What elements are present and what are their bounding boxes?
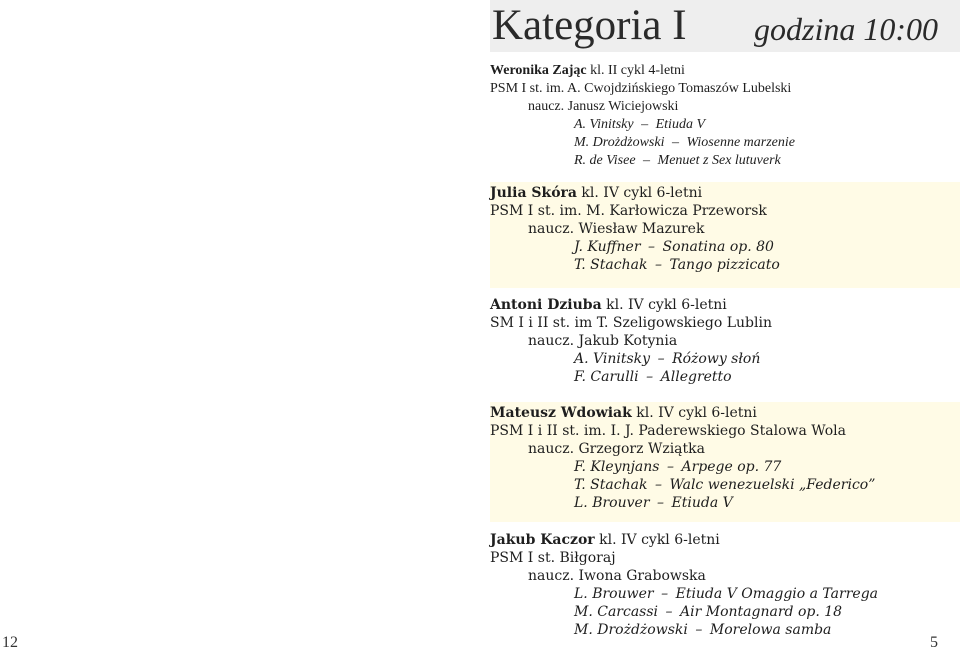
piece-dash: –: [666, 459, 674, 475]
piece-composer: M. Carcassi: [574, 604, 659, 620]
participant-name: Antoni Dziuba: [490, 297, 602, 313]
piece-title: Sonatina op. 80: [662, 239, 774, 255]
piece-dash: –: [657, 351, 665, 367]
participant-entry: [490, 296, 960, 386]
repertoire-item: [490, 368, 960, 386]
participant-class: kl. IV cykl 6-letni: [631, 405, 757, 421]
piece-composer: T. Stachak: [574, 477, 648, 493]
repertoire-item: [490, 585, 960, 603]
participant-entry: [490, 62, 960, 170]
repertoire-item: [490, 603, 960, 621]
participant-school: SM I i II st. im T. Szeligowskiego Lublin: [490, 315, 772, 331]
piece-composer: T. Stachak: [574, 257, 648, 273]
repertoire-item: [490, 116, 960, 134]
piece-composer: F. Kleynjans: [574, 459, 660, 475]
repertoire-item: [490, 350, 960, 368]
piece-composer: A. Vinitsky: [574, 117, 634, 132]
piece-title: Różowy słoń: [672, 351, 761, 367]
piece-composer: A. Vinitsky: [574, 351, 651, 367]
participant-class: kl. II cykl 4-letni: [586, 63, 685, 78]
participant-name: Jakub Kaczor: [490, 532, 595, 548]
piece-dash: –: [648, 239, 656, 255]
piece-composer: L. Brouver: [574, 495, 650, 511]
piece-dash: –: [657, 495, 665, 511]
piece-composer: J. Kuffner: [574, 239, 641, 255]
participant-name: Julia Skóra: [490, 185, 577, 201]
repertoire-item: [490, 238, 960, 256]
participant-class: kl. IV cykl 6-letni: [601, 297, 727, 313]
category-time: godzina 10:00: [754, 11, 938, 47]
piece-dash: –: [695, 622, 703, 638]
participant-entry: [490, 402, 960, 522]
participant-school: PSM I st. im. A. Cwojdzińskiego Tomaszów Lubelski: [490, 81, 792, 96]
participant-class: kl. IV cykl 6-letni: [594, 532, 720, 548]
piece-title: Walc wenezuelski „Federico”: [669, 477, 876, 493]
piece-title: Etiuda V: [655, 117, 705, 132]
piece-title: Etiuda V Omaggio a Tarrega: [675, 586, 879, 602]
repertoire-item: [490, 476, 960, 494]
participant-teacher: naucz. Jakub Kotynia: [528, 333, 678, 349]
piece-title: Allegretto: [660, 369, 732, 385]
participant-teacher: naucz. Iwona Grabowska: [528, 568, 706, 584]
piece-dash: –: [641, 117, 649, 132]
piece-title: Wiosenne marzenie: [686, 135, 795, 150]
participant-name: Weronika Zając: [490, 63, 587, 78]
piece-composer: M. Drożdżowski: [574, 622, 688, 638]
repertoire-item: [490, 134, 960, 152]
piece-title: Arpege op. 77: [681, 459, 782, 475]
piece-dash: –: [654, 257, 662, 273]
repertoire-item: [490, 458, 960, 476]
piece-title: Etiuda V: [671, 495, 733, 511]
repertoire-item: [490, 621, 960, 639]
piece-title: Air Montagnard op. 18: [680, 604, 843, 620]
piece-composer: R. de Visee: [574, 153, 636, 168]
piece-composer: F. Carulli: [574, 369, 639, 385]
piece-title: Tango pizzicato: [669, 257, 780, 273]
repertoire-item: [490, 152, 960, 170]
piece-dash: –: [672, 135, 679, 150]
piece-dash: –: [665, 604, 673, 620]
participant-class: kl. IV cykl 6-letni: [576, 185, 703, 201]
participant-school: PSM I i II st. im. I. J. Paderewskiego Stalowa Wola: [490, 423, 846, 439]
participant-school: PSM I st. Biłgoraj: [490, 550, 616, 566]
piece-dash: –: [654, 477, 662, 493]
page-number-left: 12: [2, 634, 18, 651]
piece-dash: –: [646, 369, 654, 385]
repertoire-item: [490, 494, 960, 512]
participant-entry: [490, 531, 960, 639]
piece-dash: –: [661, 586, 669, 602]
piece-composer: L. Brouwer: [574, 586, 654, 602]
participant-school: PSM I st. im. M. Karłowicza Przeworsk: [490, 203, 767, 219]
repertoire-item: [490, 256, 960, 274]
piece-title: Morelowa samba: [709, 622, 832, 638]
participant-teacher: naucz. Janusz Wiciejowski: [528, 99, 679, 114]
participant-teacher: naucz. Wiesław Mazurek: [528, 221, 705, 237]
participant-name: Mateusz Wdowiak: [490, 405, 632, 421]
piece-title: Menuet z Sex lutuverk: [657, 153, 781, 168]
page-number-right: 5: [930, 634, 938, 651]
category-header: [490, 0, 960, 52]
piece-composer: M. Drożdżowski: [574, 135, 665, 150]
participant-teacher: naucz. Grzegorz Wziątka: [528, 441, 705, 457]
participant-entry: [490, 182, 960, 288]
piece-dash: –: [643, 153, 651, 168]
category-title: Kategoria I: [492, 2, 687, 49]
